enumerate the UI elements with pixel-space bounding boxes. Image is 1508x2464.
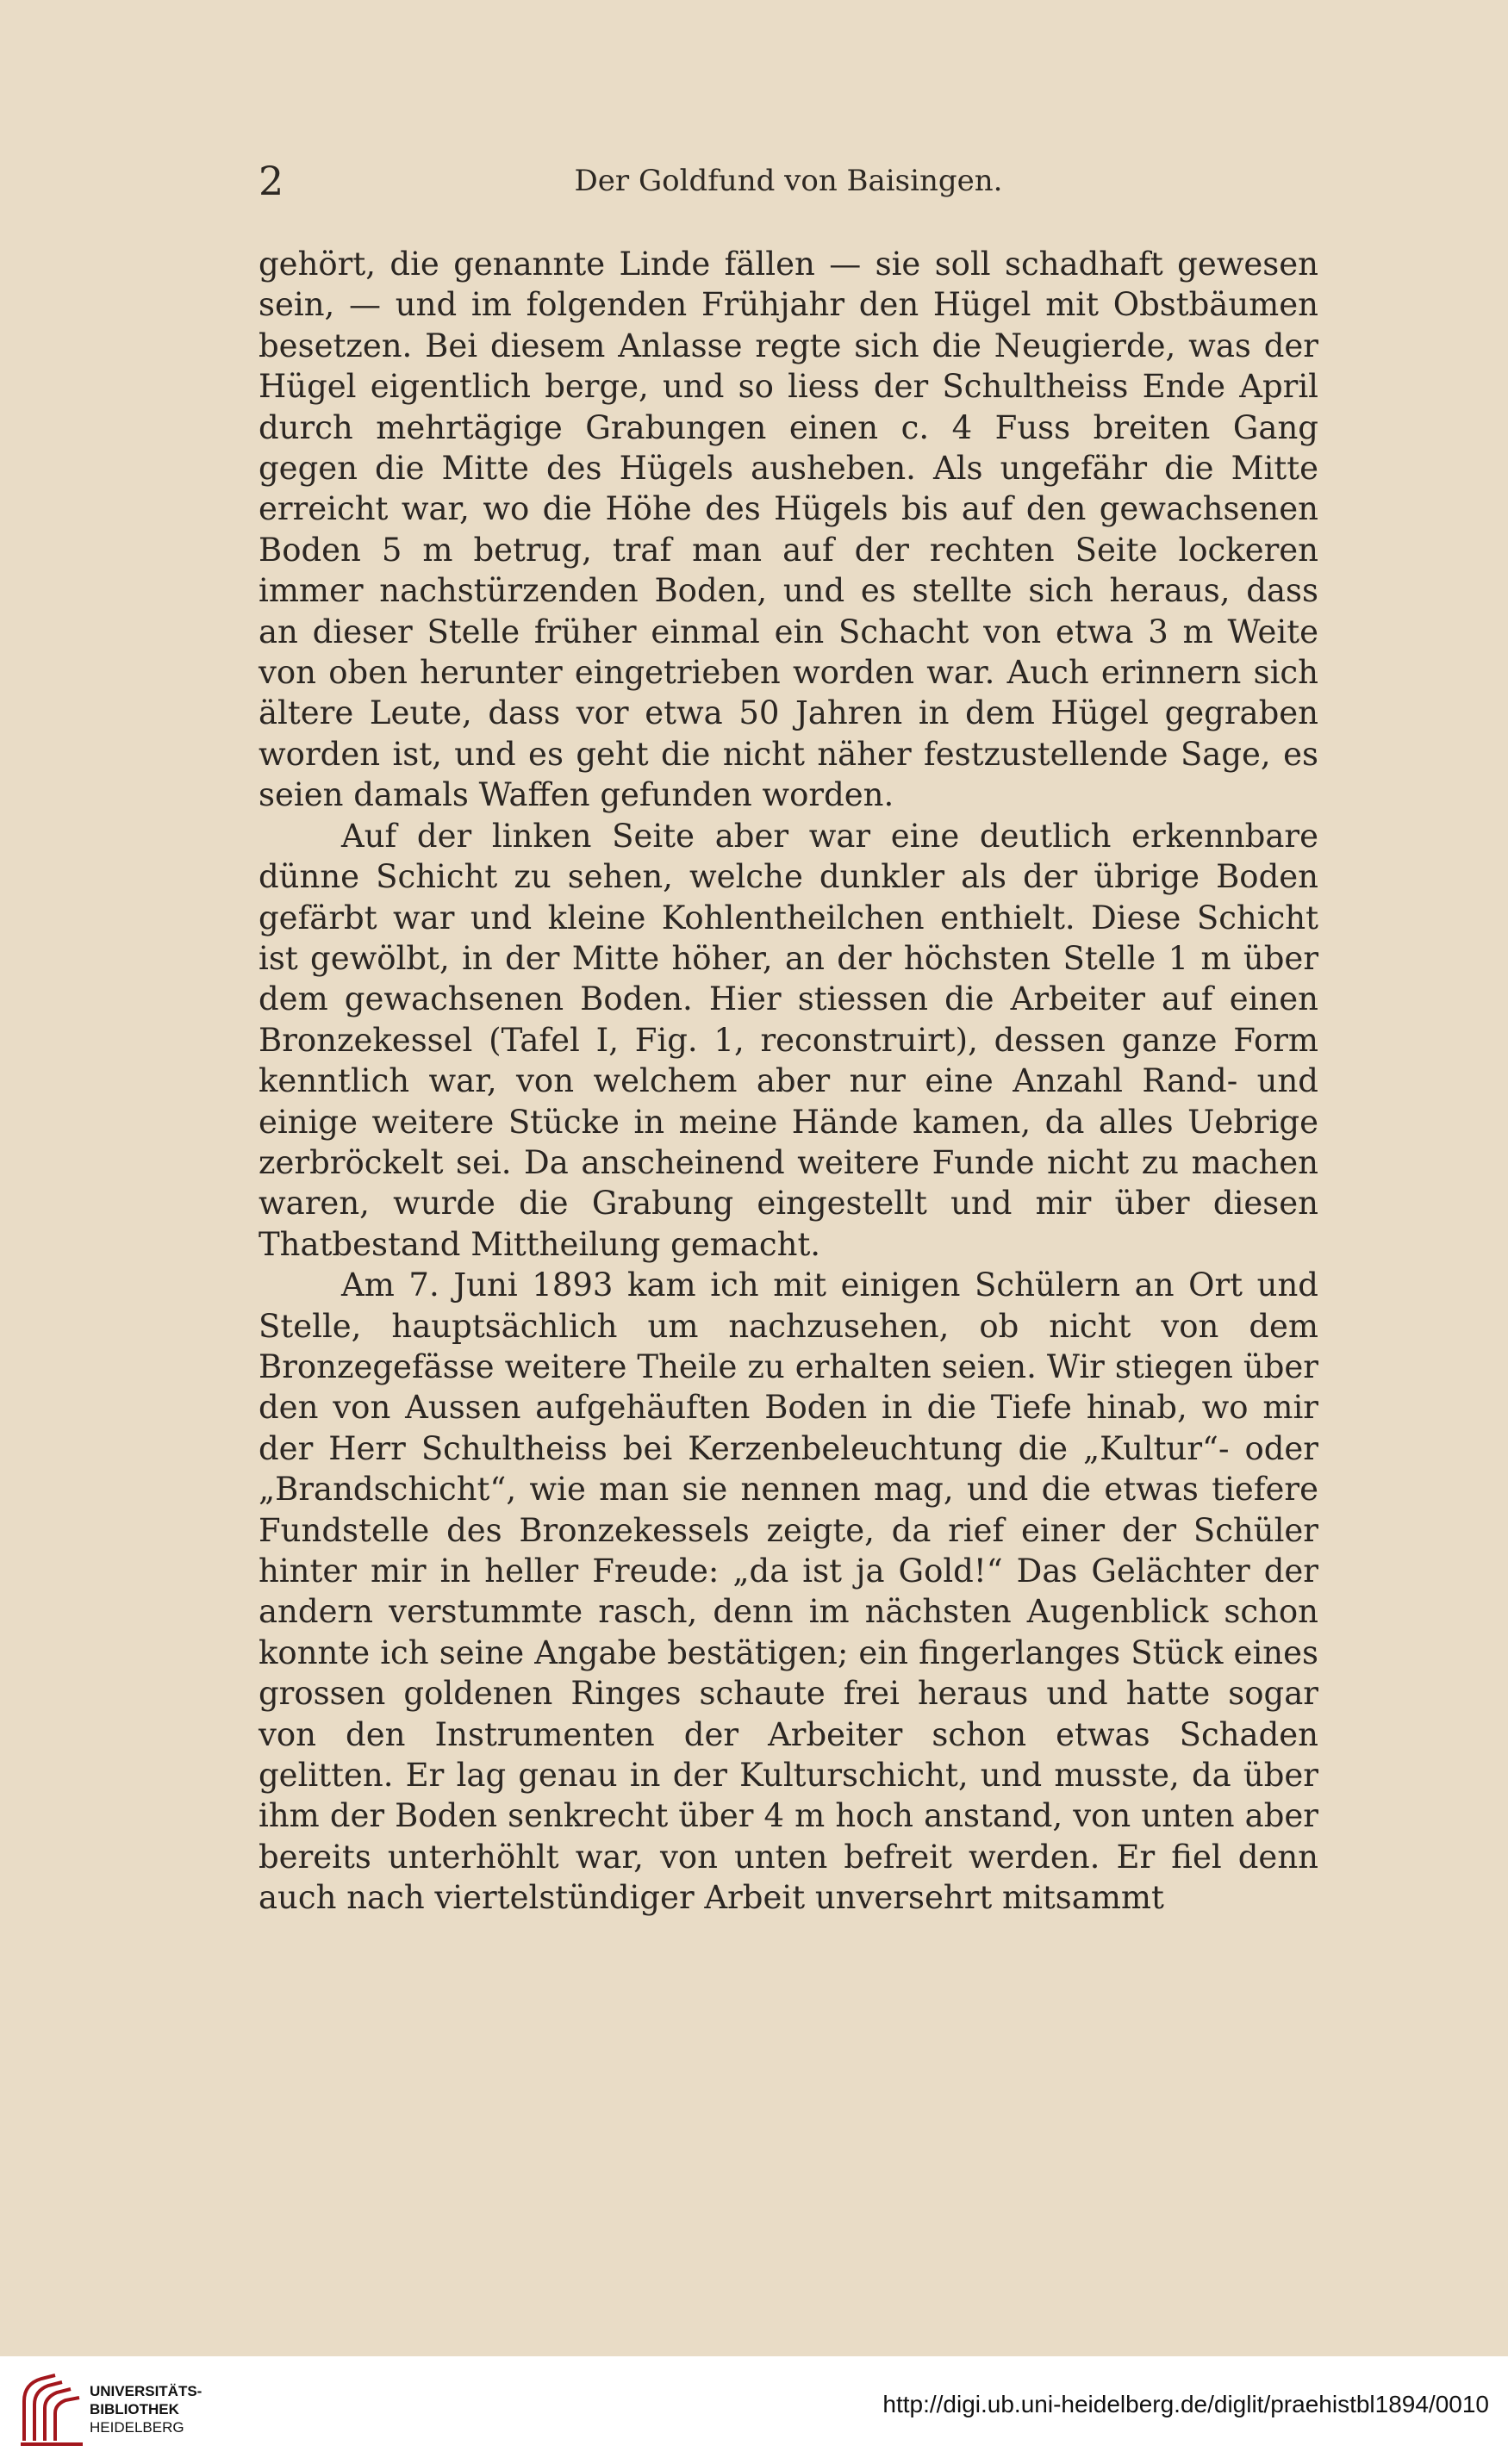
library-name [90,2382,202,2436]
library-logo-icon [17,2372,86,2449]
library-name-line-3: HEIDELBERG [90,2419,184,2436]
source-url-link[interactable]: http://digi.ub.uni-heidelberg.de/diglit/praehistbl1894/0010 [882,2391,1489,2417]
paragraph-2: Auf der linken Seite aber war eine deutlich erkennbare dünne Schicht zu sehen, welche dunkler als der übrige Boden gefärbt war und kleine Kohlentheilchen enthielt. Diese Schicht ist gewölbt, in der Mitte höher, an der höchsten Stelle 1 m über dem gewachsenen Boden. Hier stiessen die Arbeiter auf einen Bronzekessel (Tafel I, Fig. 1, reconstruirt), dessen ganze Form kenntlich war, von welchem aber nur eine Anzahl Rand- und einige weitere Stücke in meine Hände kamen, da alles Uebrige zerbröckelt sei. Da anscheinend weitere Funde nicht zu machen waren, wurde die Grabung eingestellt und mir über diesen Thatbestand Mittheilung gemacht. [259,817,1318,1263]
library-name-line-2: BIBLIOTHEK [90,2401,179,2417]
paragraph-1: gehört, die genannte Linde fällen — sie soll schadhaft gewesen sein, — und im folgenden Frühjahr den Hügel mit Obstbäumen besetzen. Bei diesem Anlasse regte sich die Neugierde, was der Hügel eigentlich berge, und so liess der Schultheiss Ende April durch mehrtägige Grabungen einen c. 4 Fuss breiten Gang gegen die Mitte des Hügels ausheben. Als ungefähr die Mitte erreicht war, wo die Höhe des Hügels bis auf den gewachsenen Boden 5 m betrug, traf man auf der rechten Seite lockeren immer nachstürzenden Boden, und es stellte sich heraus, dass an dieser Stelle früher einmal ein Schacht von etwa 3 m Weite von oben herunter eingetrieben worden war. Auch erinnern sich ältere Leute, dass vor etwa 50 Jahren in dem Hügel gegraben worden ist, und es geht die nicht näher festzustellende Sage, es seien damals Waffen gefunden worden. [259,246,1318,814]
paragraph-3: Am 7. Juni 1893 kam ich mit einigen Schülern an Ort und Stelle, hauptsächlich um nachzusehen, ob nicht von dem Bronzegefässe weitere Theile zu erhalten seien. Wir stiegen über den von Aussen aufgehäuften Boden in die Tiefe hinab, wo mir der Herr Schultheiss bei Kerzenbeleuchtung die „Kultur“- oder „Brandschicht“, wie man sie nennen mag, und die etwas tiefere Fundstelle des Bronzekessels zeigte, da rief einer der Schüler hinter mir in heller Freude: „da ist ja Gold!“ Das Gelächter der andern verstummte rasch, denn im nächsten Augenblick schon konnte ich seine Angabe bestätigen; ein fingerlanges Stück eines grossen goldenen Ringes schaute frei heraus und hatte sogar von den Instrumenten der Arbeiter schon etwas Schaden gelitten. Er lag genau in der Kulturschicht, und musste, da über ihm der Boden senkrecht über 4 m hoch anstand, von unten aber bereits unterhöhlt war, von unten befreit werden. Er fiel denn auch nach viertelstündiger Arbeit unversehrt mitsammt [259,1266,1318,1917]
footer-bar [0,2356,1508,2464]
page-number: 2 [259,158,284,204]
library-name-line-1: UNIVERSITÄTS- [90,2383,203,2399]
running-title: Der Goldfund von Baisingen. [574,164,1003,198]
page-header [259,155,1318,207]
body-text [259,244,1318,1919]
